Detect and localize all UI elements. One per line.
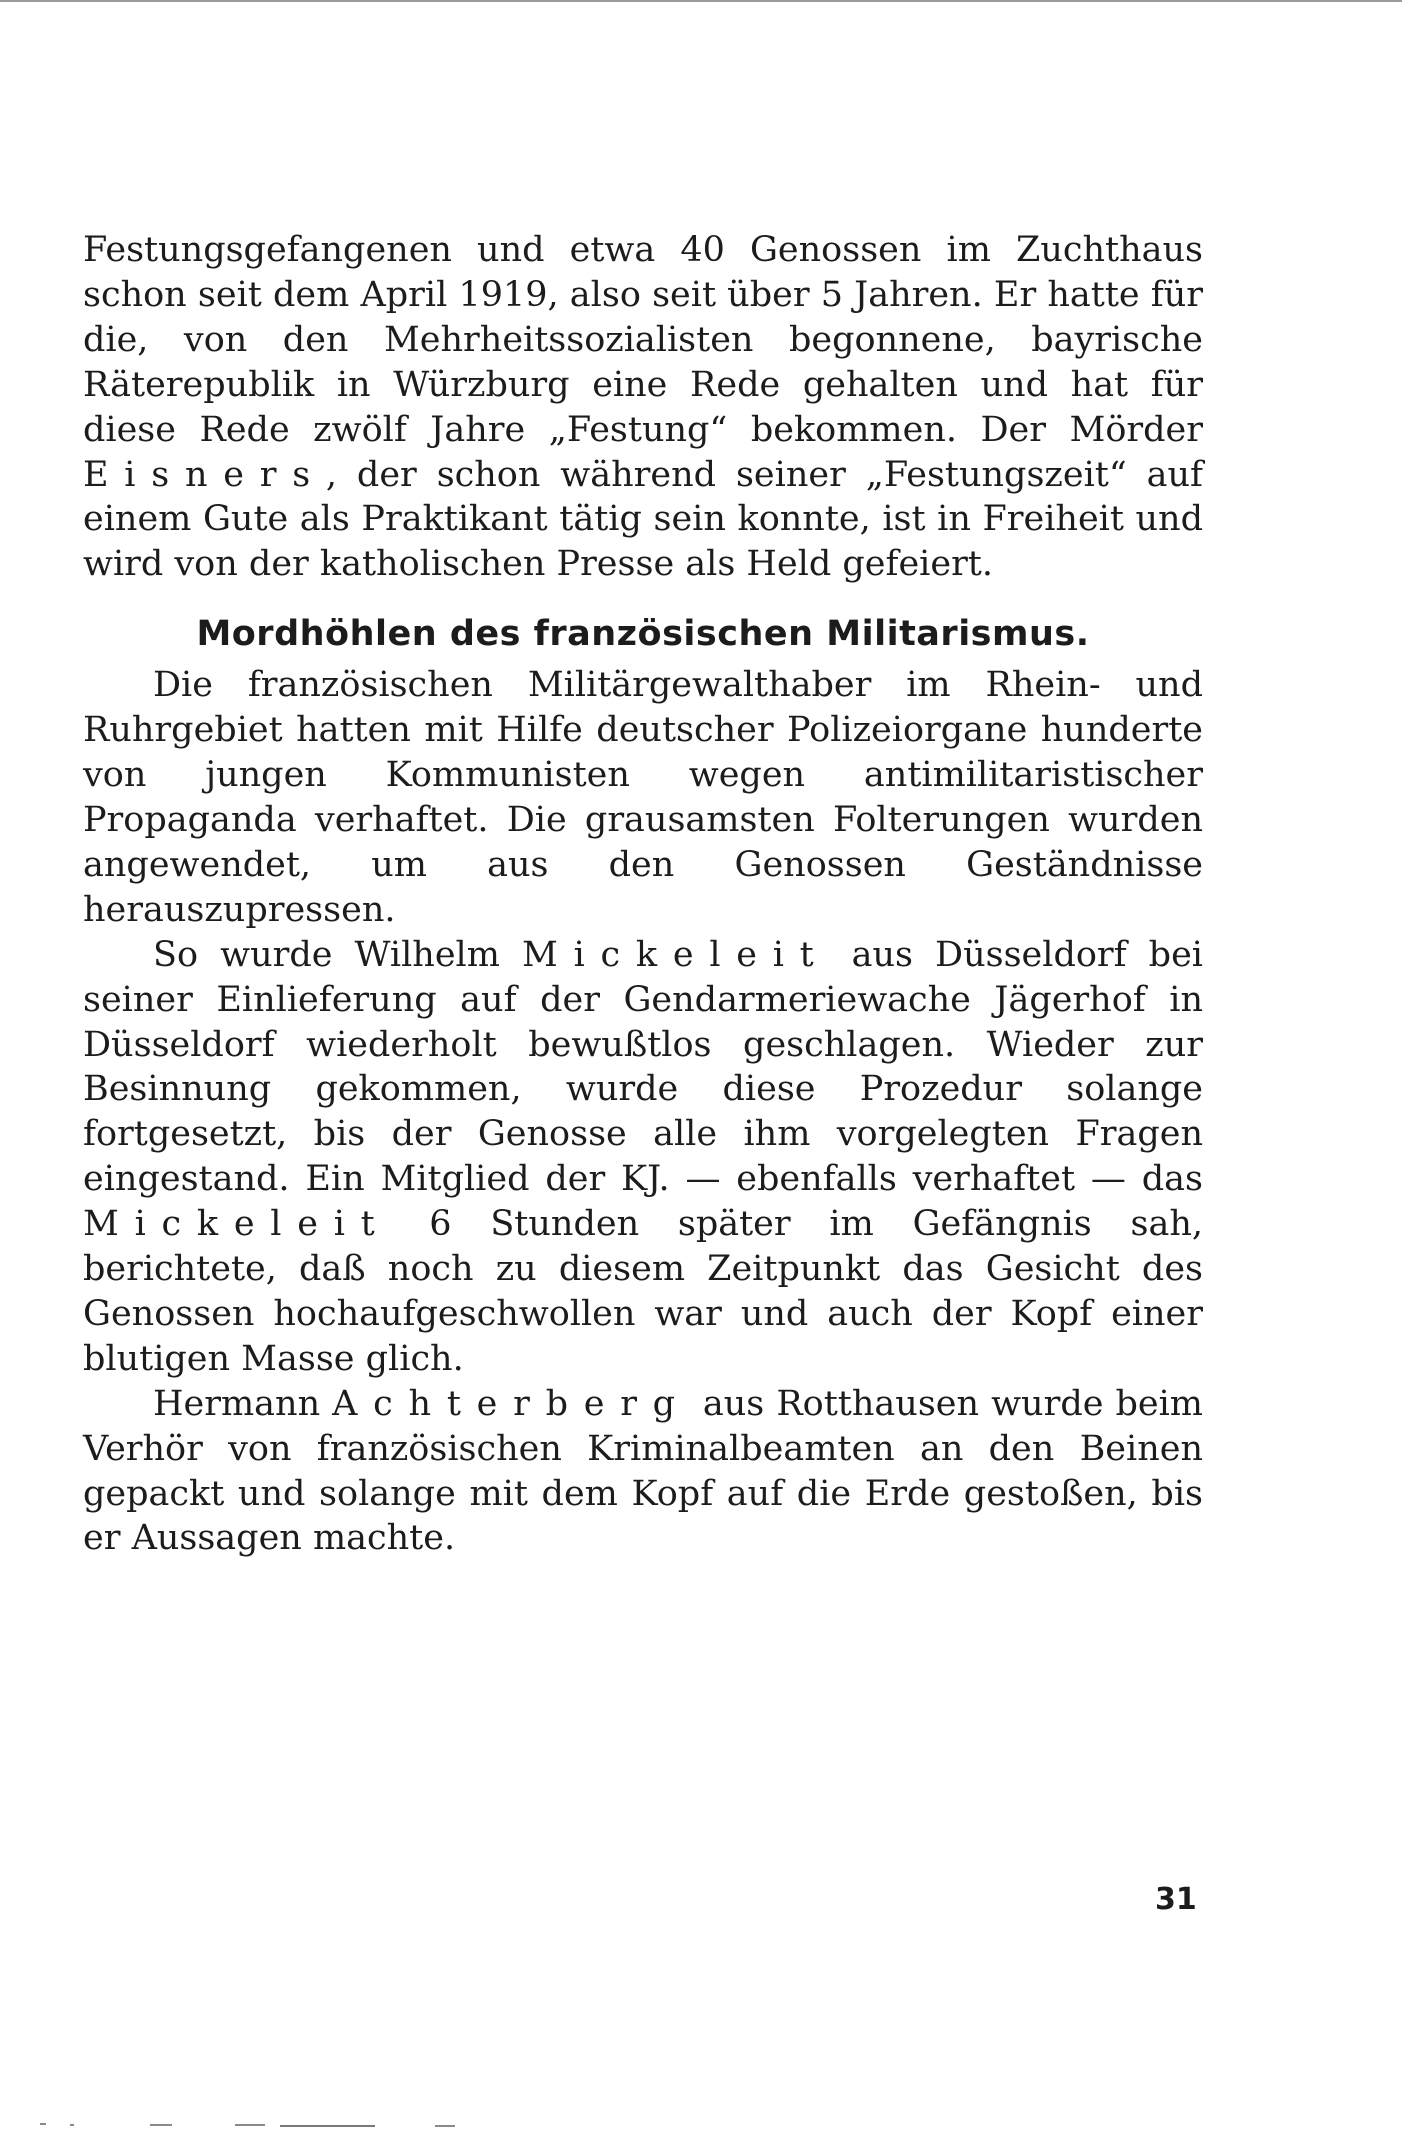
page-number: 31 (1155, 1882, 1197, 1917)
paragraph-mickeleit (83, 933, 1203, 1382)
text-run: aus Rotthausen wurde beim Verhör von französischen Kriminalbeamten an den Beinen gepackt und solange mit dem Kopf auf die Erde gestoßen, bis er Aussagen machte. (83, 1383, 1203, 1559)
top-edge-rule (0, 0, 1402, 2)
scan-specks (40, 2120, 460, 2128)
spaced-name-eisners: Eisners (83, 454, 326, 495)
paragraph-achterberg (83, 1382, 1203, 1562)
paragraph-intro (83, 663, 1203, 932)
text-run: , der schon während seiner „Festungszeit“ auf einem Gute als Praktikant tätig sein konnte, ist in Freiheit und wird von der katholischen Presse als Held gefeiert. (83, 454, 1203, 585)
text-run: aus Düsseldorf bei seiner Einlieferung auf der Gendarmeriewache Jägerhof in Düsseldorf wiederholt bewußtlos geschlagen. Wieder zur Besinnung gekommen, wurde diese Prozedur solange fortgesetzt, bis der Genosse alle ihm vorgelegten Fragen eingestand. Ein Mitglied der KJ. — ebenfalls verhaftet — das (83, 934, 1203, 1200)
spaced-name-achterberg: Achterberg (332, 1383, 691, 1424)
text-run: Die französischen Militärgewalthaber im Rhein- und Ruhrgebiet hatten mit Hilfe deutscher Polizeiorgane hunderte von jungen Kommunisten wegen antimilitaristischer Propaganda verhaftet. Die grausamsten Folterungen wurden angewendet, um aus den Genossen Geständnisse herauszupressen. (83, 665, 1203, 930)
text-run: Hermann (153, 1383, 333, 1424)
text-run: 6 Stunden später im Gefängnis sah, berichtete, daß noch zu diesem Zeitpunkt das Gesicht des Genossen hochaufgeschwollen war und auch der Kopf einer blutigen Masse glich. (83, 1204, 1203, 1379)
spaced-name-mickeleit: Mickeleit (522, 934, 830, 975)
spaced-name-mickeleit: Mickeleit (83, 1204, 391, 1245)
text-column (83, 228, 1203, 1561)
text-run: So wurde Wilhelm (153, 934, 523, 975)
text-run: Festungsgefangenen und etwa 40 Genossen im Zuchthaus schon seit dem April 1919, also seit über 5 Jahren. Er hatte für die, von den Mehrheitssozialisten begonnene, bayrische Räterepublik in Würzburg eine Rede gehalten und hat für diese Rede zwölf Jahre „Festung“ bekommen. Der Mörder (83, 230, 1203, 450)
section-heading: Mordhöhlen des französischen Militarismus. (196, 614, 1090, 655)
paragraph-continuation (83, 228, 1203, 587)
